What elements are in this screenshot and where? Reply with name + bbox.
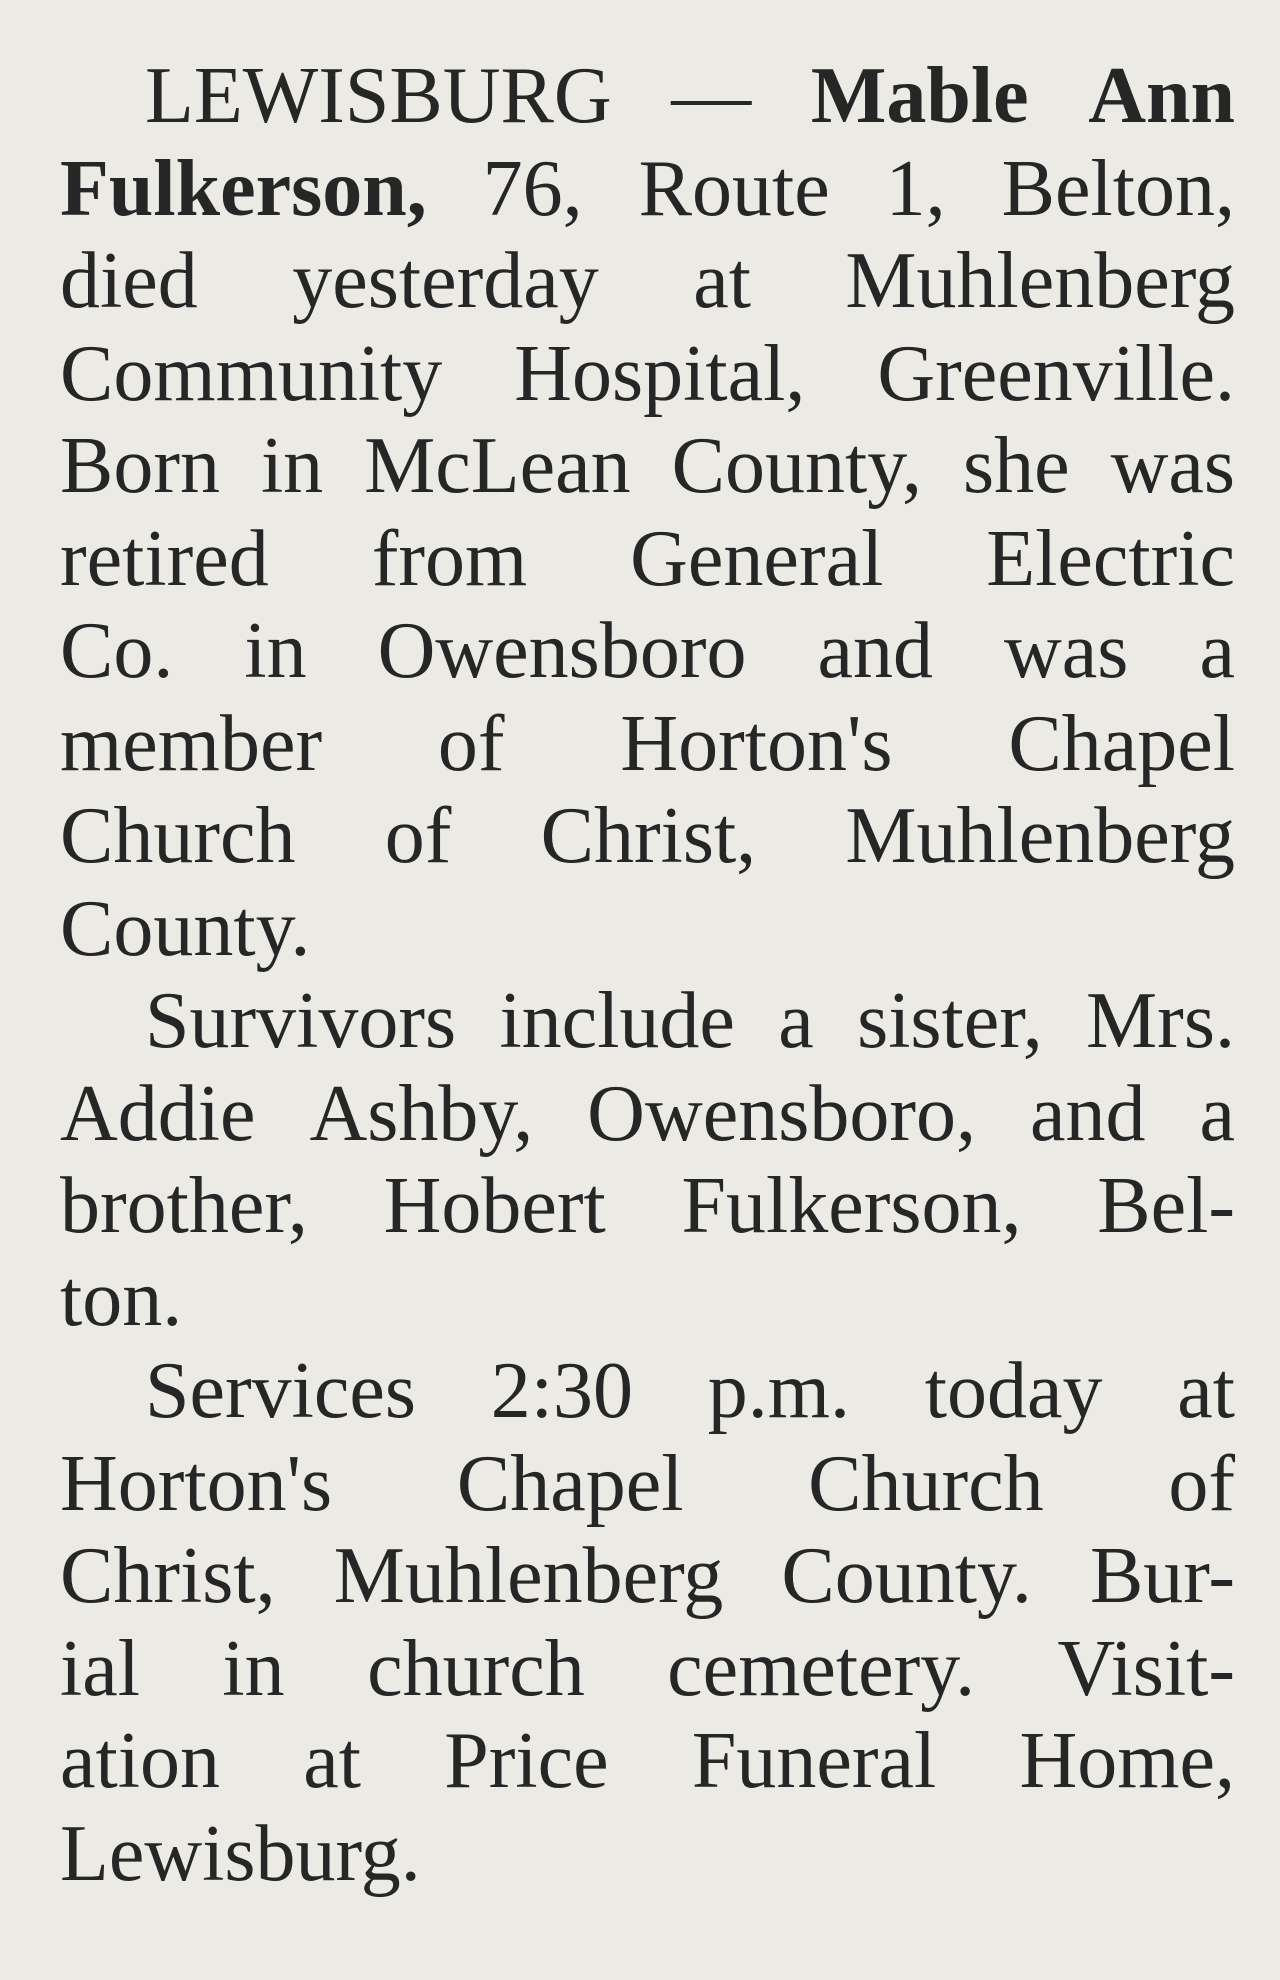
word: Lewisburg. [60,1809,421,1898]
word: County. [781,1532,1032,1620]
text-line [60,235,1235,328]
text-line [60,420,1235,513]
word: at [693,237,751,325]
word: in [244,607,307,695]
text-line [60,1068,1235,1161]
word: ial [60,1624,140,1713]
text-line [60,1715,1235,1808]
word: Owensboro [377,607,747,695]
word: — [671,52,752,140]
word: Addie [60,1069,256,1158]
text-line [60,698,1235,791]
word: Hobert [383,1162,606,1250]
text-line [60,1623,1235,1716]
word: Bel- [1097,1162,1235,1250]
word: Fulkerson, [681,1162,1022,1250]
word: Home, [1019,1717,1235,1805]
word: Hospital, [514,329,806,418]
word: 2:30 [490,1347,633,1435]
text-line [60,513,1235,606]
word: of [437,699,505,788]
obituary-paragraph [60,50,1235,975]
word: 1, [885,144,946,233]
word: ation [60,1717,220,1805]
text-line [60,1253,1235,1346]
word: LEWISBURG [145,52,612,140]
word: County, [671,422,923,510]
word: p.m. [707,1347,850,1435]
word: Muhlenberg [333,1532,724,1620]
text-line [60,1345,1235,1438]
word: Route [638,144,830,233]
word: Price [444,1717,609,1805]
word: 76, [482,144,583,233]
word: a [778,977,814,1065]
word: ton. [60,1254,183,1343]
text-line [60,1160,1235,1253]
word: Born [60,422,220,510]
obituary-column [60,50,1235,1900]
decedent-name-word: Ann [1088,52,1235,140]
word: a [1199,607,1235,695]
text-line [60,1438,1235,1531]
word: yesterday [292,237,599,325]
text-line [60,605,1235,698]
word: church [367,1624,585,1713]
word: Visit- [1057,1624,1235,1713]
word: County. [60,884,311,973]
word: a [1199,1069,1235,1158]
word: Church [808,1439,1044,1528]
word: today [924,1347,1103,1435]
word: and [817,607,933,695]
word: Bur- [1089,1532,1235,1620]
obituary-paragraph [60,975,1235,1345]
word: Community [60,329,443,418]
word: Chapel [1008,699,1235,788]
word: she [962,422,1070,510]
text-line [60,1808,1235,1901]
word: General [630,514,884,603]
word: of [1168,1439,1235,1528]
word: Christ, [60,1532,276,1620]
word: Funeral [691,1717,937,1805]
word: Horton's [60,1439,333,1528]
text-line [60,790,1235,883]
word: sister, [857,977,1043,1065]
decedent-name-word: Mable [810,52,1029,140]
text-line [60,143,1235,236]
word: Owensboro, [587,1069,976,1158]
word: Muhlenberg [845,792,1235,880]
text-line [60,975,1235,1068]
decedent-name-word: Fulkerson, [60,144,427,233]
word: Co. [60,607,174,695]
word: retired [60,514,269,603]
text-line [60,883,1235,976]
word: member [60,699,323,788]
word: McLean [364,422,631,510]
text-line [60,50,1235,143]
word: include [499,977,735,1065]
word: from [371,514,528,603]
word: Belton, [1001,144,1235,233]
word: at [303,1717,361,1805]
word: and [1029,1069,1146,1158]
word: Services [145,1347,417,1435]
word: was [1110,422,1235,510]
word: Chapel [456,1439,684,1528]
word: died [60,237,198,325]
word: brother, [60,1162,308,1250]
word: Greenville. [877,329,1235,418]
word: of [384,792,452,880]
word: Muhlenberg [845,237,1235,325]
word: Church [60,792,296,880]
word: in [222,1624,285,1713]
word: Horton's [620,699,893,788]
word: Mrs. [1086,977,1235,1065]
word: at [1177,1347,1235,1435]
word: Survivors [145,977,457,1065]
word: was [1004,607,1129,695]
word: cemetery. [667,1624,976,1713]
obituary-paragraph [60,1345,1235,1900]
text-line [60,328,1235,421]
word: Christ, [540,792,757,880]
word: Ashby, [309,1069,534,1158]
text-line [60,1530,1235,1623]
word: in [260,422,324,510]
word: Electric [986,514,1235,603]
